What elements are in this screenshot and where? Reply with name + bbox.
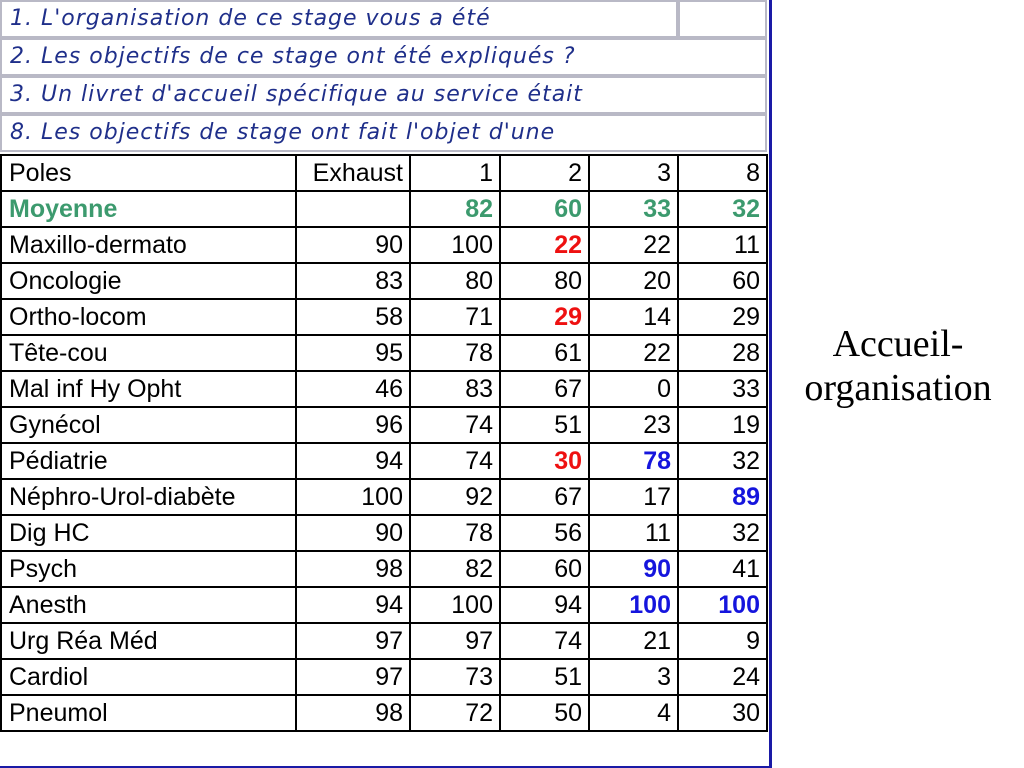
value-cell-exhaust: 100 bbox=[296, 479, 410, 515]
question-3: 3. Un livret d'accueil spécifique au service était bbox=[0, 76, 767, 114]
table-row bbox=[1, 371, 767, 407]
value-cell-exhaust: 58 bbox=[296, 299, 410, 335]
value-cell-q2: 61 bbox=[500, 335, 589, 371]
value-cell-q2: 51 bbox=[500, 659, 589, 695]
side-title bbox=[778, 322, 1018, 410]
value-cell-q1: 71 bbox=[410, 299, 500, 335]
value-cell-q8: 89 bbox=[678, 479, 767, 515]
question-1: 1. L'organisation de ce stage vous a été bbox=[0, 0, 678, 38]
value-cell-q3: 22 bbox=[589, 335, 678, 371]
table-row bbox=[1, 299, 767, 335]
value-cell-q3: 11 bbox=[589, 515, 678, 551]
value-cell-q3: 3 bbox=[589, 659, 678, 695]
pole-name-cell: Pneumol bbox=[1, 695, 296, 731]
value-cell-q2: 29 bbox=[500, 299, 589, 335]
header-q3: 3 bbox=[589, 155, 678, 191]
value-cell-q3: 100 bbox=[589, 587, 678, 623]
pole-name-cell: Anesth bbox=[1, 587, 296, 623]
value-cell-exhaust: 97 bbox=[296, 659, 410, 695]
value-cell-exhaust: 98 bbox=[296, 695, 410, 731]
value-cell-exhaust: 94 bbox=[296, 443, 410, 479]
header-poles: Poles bbox=[1, 155, 296, 191]
side-title-line-1: Accueil- bbox=[832, 323, 964, 365]
value-cell-q2: 51 bbox=[500, 407, 589, 443]
table-header-row bbox=[1, 155, 767, 191]
pole-name-cell: Dig HC bbox=[1, 515, 296, 551]
value-cell-q8: 11 bbox=[678, 227, 767, 263]
value-cell-q2: 67 bbox=[500, 479, 589, 515]
value-cell-q2: 50 bbox=[500, 695, 589, 731]
value-cell-q1: 82 bbox=[410, 551, 500, 587]
value-cell-q8: 19 bbox=[678, 407, 767, 443]
table-row bbox=[1, 515, 767, 551]
value-cell-q8: 9 bbox=[678, 623, 767, 659]
value-cell-q8: 100 bbox=[678, 587, 767, 623]
header-q8: 8 bbox=[678, 155, 767, 191]
table-row bbox=[1, 551, 767, 587]
average-q1: 82 bbox=[410, 191, 500, 227]
value-cell-q3: 21 bbox=[589, 623, 678, 659]
value-cell-exhaust: 97 bbox=[296, 623, 410, 659]
table-row bbox=[1, 659, 767, 695]
pole-name-cell: Cardiol bbox=[1, 659, 296, 695]
value-cell-q2: 94 bbox=[500, 587, 589, 623]
value-cell-q3: 4 bbox=[589, 695, 678, 731]
value-cell-q1: 74 bbox=[410, 407, 500, 443]
value-cell-q1: 73 bbox=[410, 659, 500, 695]
value-cell-q8: 29 bbox=[678, 299, 767, 335]
value-cell-exhaust: 90 bbox=[296, 227, 410, 263]
value-cell-q8: 32 bbox=[678, 443, 767, 479]
value-cell-q8: 32 bbox=[678, 515, 767, 551]
table-row bbox=[1, 335, 767, 371]
table-row bbox=[1, 407, 767, 443]
value-cell-exhaust: 94 bbox=[296, 587, 410, 623]
value-cell-exhaust: 96 bbox=[296, 407, 410, 443]
value-cell-q1: 100 bbox=[410, 227, 500, 263]
pole-name-cell: Néphro-Urol-diabète bbox=[1, 479, 296, 515]
pole-name-cell: Oncologie bbox=[1, 263, 296, 299]
average-exhaust bbox=[296, 191, 410, 227]
value-cell-q3: 17 bbox=[589, 479, 678, 515]
value-cell-q2: 67 bbox=[500, 371, 589, 407]
value-cell-q3: 78 bbox=[589, 443, 678, 479]
value-cell-q1: 83 bbox=[410, 371, 500, 407]
value-cell-exhaust: 90 bbox=[296, 515, 410, 551]
header-exhaust: Exhaust bbox=[296, 155, 410, 191]
value-cell-q2: 56 bbox=[500, 515, 589, 551]
average-label: Moyenne bbox=[1, 191, 296, 227]
average-q3: 33 bbox=[589, 191, 678, 227]
pole-name-cell: Mal inf Hy Opht bbox=[1, 371, 296, 407]
value-cell-exhaust: 83 bbox=[296, 263, 410, 299]
value-cell-q3: 22 bbox=[589, 227, 678, 263]
value-cell-exhaust: 95 bbox=[296, 335, 410, 371]
pole-name-cell: Psych bbox=[1, 551, 296, 587]
value-cell-q1: 92 bbox=[410, 479, 500, 515]
value-cell-q2: 22 bbox=[500, 227, 589, 263]
average-q8: 32 bbox=[678, 191, 767, 227]
value-cell-q1: 80 bbox=[410, 263, 500, 299]
pole-name-cell: Pédiatrie bbox=[1, 443, 296, 479]
value-cell-q8: 24 bbox=[678, 659, 767, 695]
value-cell-q3: 23 bbox=[589, 407, 678, 443]
value-cell-q1: 100 bbox=[410, 587, 500, 623]
value-cell-q2: 74 bbox=[500, 623, 589, 659]
value-cell-q1: 78 bbox=[410, 515, 500, 551]
question-8: 8. Les objectifs de stage ont fait l'objet d'une bbox=[0, 114, 767, 152]
value-cell-q3: 14 bbox=[589, 299, 678, 335]
value-cell-q3: 0 bbox=[589, 371, 678, 407]
value-cell-q1: 97 bbox=[410, 623, 500, 659]
results-table bbox=[0, 154, 768, 732]
header-q2: 2 bbox=[500, 155, 589, 191]
table-row bbox=[1, 443, 767, 479]
table-row bbox=[1, 623, 767, 659]
value-cell-q1: 74 bbox=[410, 443, 500, 479]
value-cell-q8: 30 bbox=[678, 695, 767, 731]
side-title-line-2: organisation bbox=[804, 367, 992, 409]
value-cell-exhaust: 46 bbox=[296, 371, 410, 407]
pole-name-cell: Urg Réa Méd bbox=[1, 623, 296, 659]
value-cell-exhaust: 98 bbox=[296, 551, 410, 587]
value-cell-q3: 90 bbox=[589, 551, 678, 587]
table-row bbox=[1, 479, 767, 515]
value-cell-q2: 80 bbox=[500, 263, 589, 299]
average-row bbox=[1, 191, 767, 227]
table-body bbox=[1, 227, 767, 731]
pole-name-cell: Ortho-locom bbox=[1, 299, 296, 335]
value-cell-q2: 30 bbox=[500, 443, 589, 479]
table-row bbox=[1, 587, 767, 623]
value-cell-q1: 72 bbox=[410, 695, 500, 731]
pole-name-cell: Gynécol bbox=[1, 407, 296, 443]
table-row bbox=[1, 695, 767, 731]
table-row bbox=[1, 263, 767, 299]
value-cell-q3: 20 bbox=[589, 263, 678, 299]
question-1-empty-cell bbox=[678, 0, 767, 38]
average-q2: 60 bbox=[500, 191, 589, 227]
header-q1: 1 bbox=[410, 155, 500, 191]
value-cell-q1: 78 bbox=[410, 335, 500, 371]
question-2: 2. Les objectifs de ce stage ont été expliqués ? bbox=[0, 38, 767, 76]
pole-name-cell: Tête-cou bbox=[1, 335, 296, 371]
value-cell-q8: 60 bbox=[678, 263, 767, 299]
value-cell-q8: 33 bbox=[678, 371, 767, 407]
pole-name-cell: Maxillo-dermato bbox=[1, 227, 296, 263]
value-cell-q2: 60 bbox=[500, 551, 589, 587]
value-cell-q8: 28 bbox=[678, 335, 767, 371]
value-cell-q8: 41 bbox=[678, 551, 767, 587]
table-row bbox=[1, 227, 767, 263]
